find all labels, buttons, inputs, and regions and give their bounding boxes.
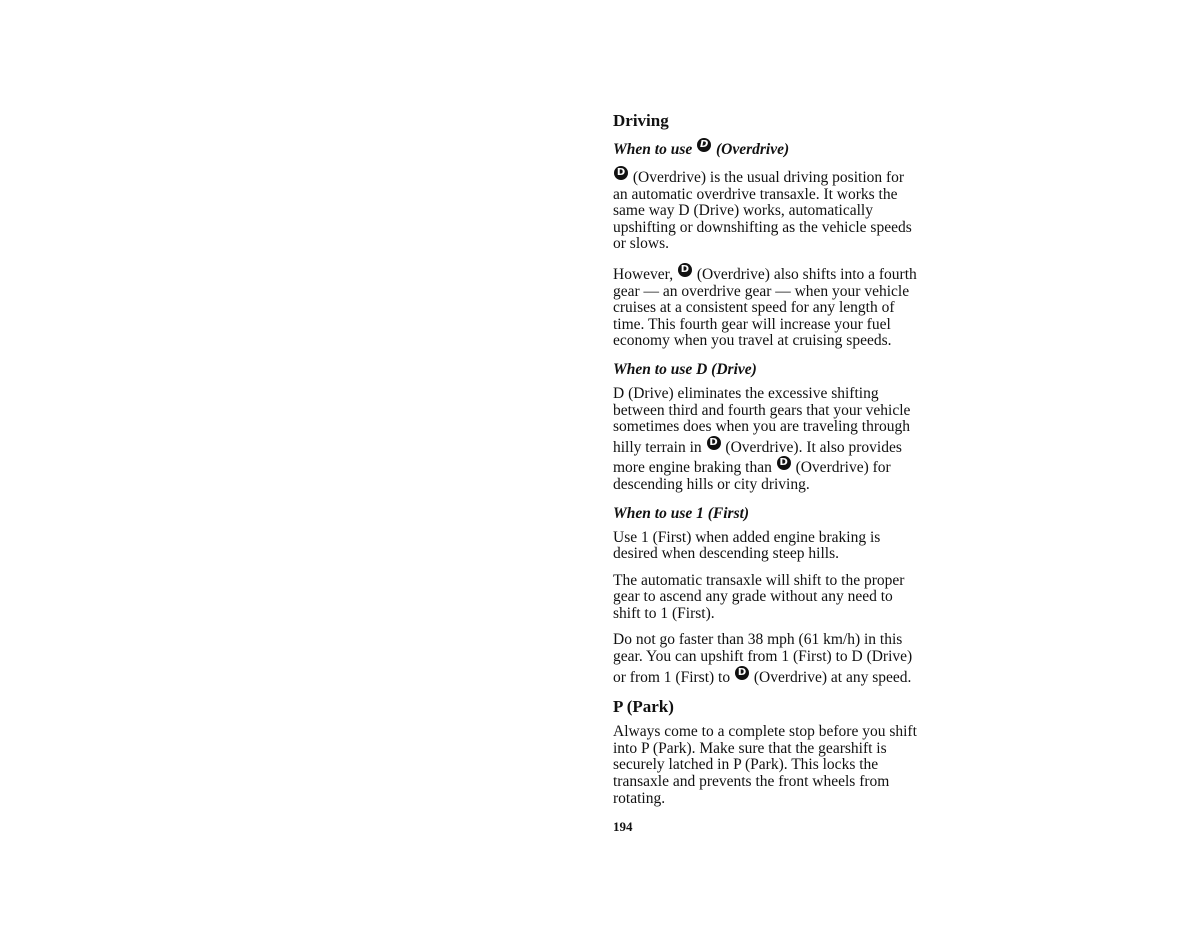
text-line [613, 666, 963, 687]
text-line: or slows. [613, 235, 669, 253]
section-title-park: P (Park) [613, 697, 674, 717]
subheading-text: When to use [613, 141, 693, 158]
overdrive-symbol-icon [697, 138, 711, 152]
subheading-text: (Overdrive) [716, 141, 790, 158]
overdrive-symbol-icon [614, 166, 628, 180]
text-line [613, 436, 963, 457]
text-run: (Overdrive). It also provides [725, 438, 902, 456]
text-line: economy when you travel at cruising speeds. [613, 332, 892, 350]
subheading-when-to-use-first: When to use 1 (First) [613, 504, 750, 522]
paragraph-first-usage [613, 530, 963, 563]
text-run: or from 1 (First) to [613, 668, 731, 686]
overdrive-symbol-icon [678, 263, 692, 277]
text-run: (Overdrive) at any speed. [753, 668, 912, 686]
overdrive-symbol-icon [707, 436, 721, 450]
text-line: gear — an overdrive gear — when your vehicle [613, 282, 910, 300]
text-line: shift to 1 (First). [613, 604, 715, 622]
text-line: desired when descending steep hills. [613, 545, 839, 563]
subheading-when-to-use-drive: When to use D (Drive) [613, 360, 757, 378]
text-line: Always come to a complete stop before you shift [613, 723, 917, 741]
text-line: sometimes does when you are traveling through [613, 418, 911, 436]
section-title-driving: Driving [613, 111, 669, 130]
text-line: D (Drive) eliminates the excessive shifting [613, 384, 879, 402]
text-line: Use 1 (First) when added engine braking is [613, 528, 881, 546]
overdrive-symbol-icon [777, 456, 791, 470]
text-line: gear to ascend any grade without any need to [613, 588, 893, 606]
paragraph-speed-limit [613, 632, 963, 686]
paragraph-park-usage [613, 724, 963, 807]
text-run: (Overdrive) is the usual driving position for [632, 169, 905, 186]
page-number: 194 [613, 819, 633, 835]
overdrive-symbol-icon [735, 666, 749, 680]
paragraph-transaxle-shift [613, 573, 963, 623]
text-run: (Overdrive) for [795, 459, 891, 477]
text-line: into P (Park). Make sure that the gearshift is [613, 739, 887, 757]
paragraph-overdrive-usage [613, 166, 963, 253]
text-line [613, 456, 963, 477]
text-line: gear. You can upshift from 1 (First) to D (Drive) [613, 648, 913, 666]
text-run: (Overdrive) also shifts into a fourth [696, 265, 917, 283]
text-line: cruises at a consistent speed for any length of [613, 299, 895, 317]
manual-page [613, 110, 963, 835]
paragraph-drive-usage [613, 386, 963, 494]
text-line: descending hills or city driving. [613, 475, 810, 493]
text-line: The automatic transaxle will shift to the proper [613, 571, 905, 589]
text-run: more engine braking than [613, 459, 772, 477]
text-line: rotating. [613, 789, 666, 807]
text-line [613, 263, 963, 284]
text-line: upshifting or downshifting as the vehicle speeds [613, 218, 912, 236]
text-line [613, 166, 963, 187]
paragraph-overdrive-fourth-gear [613, 263, 963, 350]
text-run: hilly terrain in [613, 438, 702, 456]
subheading-when-to-use-overdrive [613, 138, 963, 160]
text-line: between third and fourth gears that your vehicle [613, 401, 911, 419]
text-line: securely latched in P (Park). This locks the [613, 756, 879, 774]
text-line: transaxle and prevents the front wheels from [613, 773, 890, 791]
text-run: However, [613, 265, 674, 283]
text-line: time. This fourth gear will increase your fuel [613, 315, 891, 333]
text-line: Do not go faster than 38 mph (61 km/h) in this [613, 631, 903, 649]
text-line: an automatic overdrive transaxle. It works the [613, 185, 898, 203]
text-line: same way D (Drive) works, automatically [613, 202, 873, 220]
